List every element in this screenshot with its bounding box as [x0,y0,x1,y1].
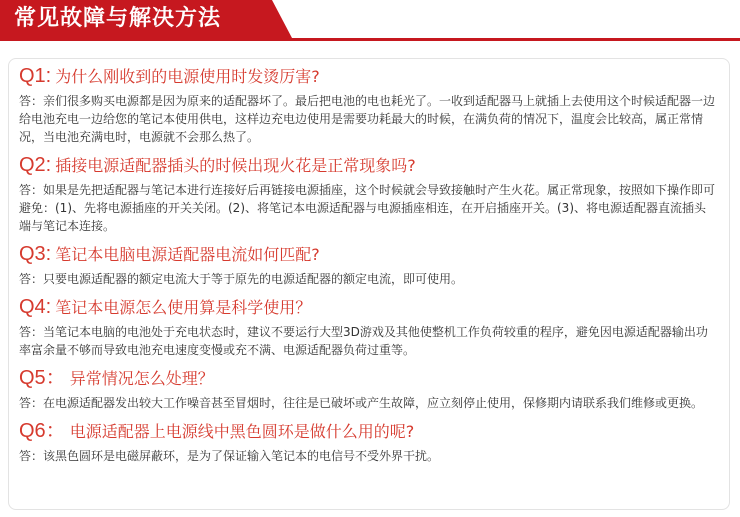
question-text: 笔记本电脑电源适配器电流如何匹配? [55,245,320,264]
faq-item-5 [19,365,719,412]
faq-item-2 [19,152,719,235]
faq-question [19,365,719,392]
question-text: 电源适配器上电源线中黑色圆环是做什么用的呢? [69,422,415,441]
faq-item-3 [19,241,719,288]
faq-answer: 答：只要电源适配器的额定电流大于等于原先的电源适配器的额定电流，即可使用。 [19,272,464,286]
question-text: 插接电源适配器插头的时候出现火花是正常现象吗? [55,156,416,175]
faq-item-4 [19,294,719,359]
faq-question [19,418,719,445]
faq-panel [8,58,730,510]
faq-answer: 答：如果是先把适配器与笔记本进行连接好后再链接电源插座，这个时候就会导致接触时产生火花。属正常现象，按照如下操作即可避免：(1)、先将电源插座的开关关闭。(2)、将笔记本电源适配器与电源插座相连，在开启插座开关。(3)、将电源适配器直流插头端与笔记本连接。 [19,183,716,233]
question-number: Q2: [19,154,52,176]
faq-answer: 答：亲们很多购买电源都是因为原来的适配器坏了。最后把电池的电也耗光了。一收到适配器马上就插上去使用这个时候适配器一边给电池充电一边给您的笔记本使用供电，这样边充电边使用是需要功耗最大的时候，在满负荷的情况下，温度会比较高，属正常情况，当电池充满电时，电源就不会那么热了。 [19,94,716,144]
faq-question [19,241,719,268]
faq-item-6 [19,418,719,465]
faq-question [19,294,719,321]
question-text: 异常情况怎么处理？ [69,369,214,388]
faq-question [19,63,719,90]
faq-item-1 [19,63,719,146]
faq-question [19,152,719,179]
question-number: Q5： [19,367,66,389]
header-divider [0,38,740,41]
question-text: 为什么刚收到的电源使用时发烫厉害? [55,67,320,86]
faq-answer: 答：该黑色圆环是电磁屏蔽环，是为了保证输入笔记本的电信号不受外界干扰。 [19,449,440,463]
question-number: Q3: [19,243,52,265]
faq-answer: 答：当笔记本电脑的电池处于充电状态时，建议不要运行大型3D游戏及其他使整机工作负荷较重的程序，避免因电源适配器输出功率富余量不够而导致电池充电速度变慢或充不满、电源适配器负荷过重等。 [19,325,708,357]
section-header [0,0,740,46]
question-text: 笔记本电源怎么使用算是科学使用？ [55,298,312,317]
page-title: 常见故障与解决方法 [14,6,222,31]
question-number: Q4: [19,296,52,318]
faq-answer: 答：在电源适配器发出较大工作噪音甚至冒烟时，往往是已破坏或产生故障，应立刻停止使用，保修期内请联系我们维修或更换。 [19,396,704,410]
question-number: Q1: [19,65,52,87]
question-number: Q6： [19,420,66,442]
